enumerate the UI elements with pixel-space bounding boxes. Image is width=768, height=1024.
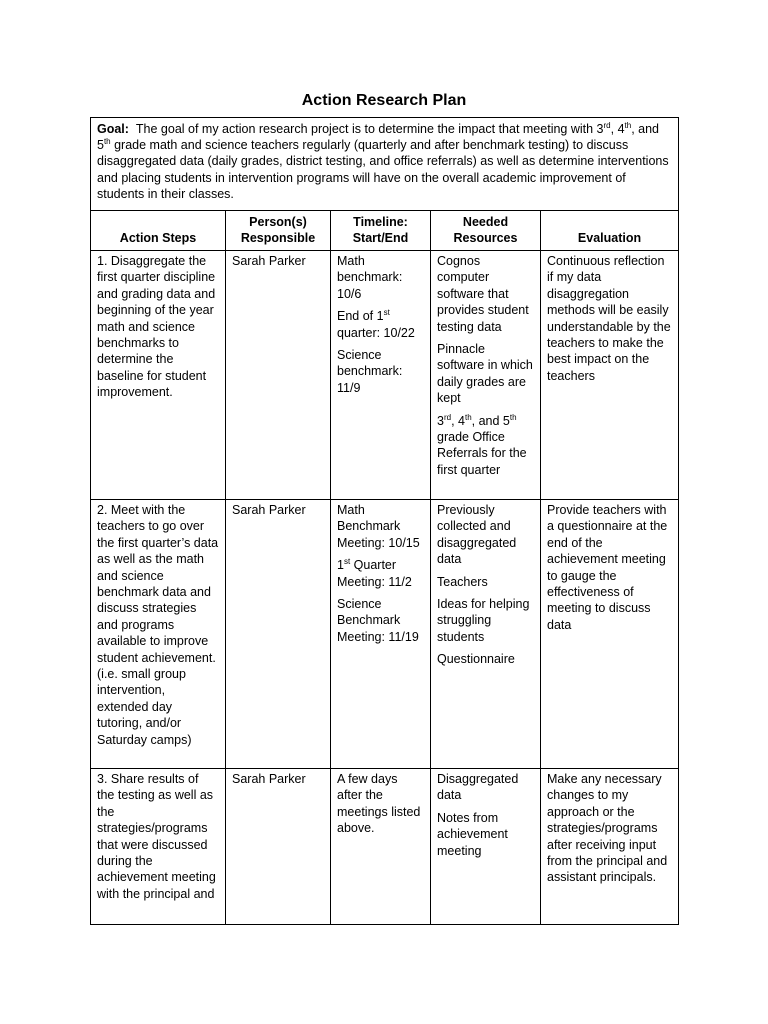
evaluation-cell: Continuous reflection if my data disaggregation methods will be easily understandable by the teachers to make the best impact on the teachers bbox=[541, 251, 679, 500]
cell-line: Teachers bbox=[437, 574, 488, 589]
table-row bbox=[91, 769, 679, 925]
evaluation-cell: Make any necessary changes to my approach or the strategies/programs after receiving input from the principal and assistant principals. bbox=[541, 769, 679, 925]
cell-line: Questionnaire bbox=[437, 652, 515, 667]
cell-line: Ideas for helping struggling students bbox=[437, 597, 530, 644]
cell-line: Math benchmark: 10/6 bbox=[337, 254, 403, 301]
goal-cell bbox=[91, 118, 679, 211]
header-action-steps: Action Steps bbox=[91, 211, 226, 251]
header-row bbox=[91, 211, 679, 251]
evaluation-cell: Provide teachers with a questionnaire at the end of the achievement meeting to gauge the effectiveness of meeting to discuss data bbox=[541, 500, 679, 769]
cell-line: End of 1st quarter: 10/22 bbox=[337, 308, 415, 340]
cell-line: Previously collected and disaggregated data bbox=[437, 503, 517, 567]
cell-line: Science Benchmark Meeting: 11/19 bbox=[337, 597, 419, 644]
table-row bbox=[91, 251, 679, 500]
resources-cell bbox=[431, 769, 541, 925]
cell-line: Cognos computer software that provides student testing data bbox=[437, 254, 529, 334]
person-cell: Sarah Parker bbox=[226, 500, 331, 769]
timeline-cell bbox=[331, 769, 431, 925]
action-step-cell: 2. Meet with the teachers to go over the first quarter’s data as well as the math and science benchmark data and discuss strategies and programs available to improve student achievement. (i.e. small group intervention, extended day tutoring, and/or Saturday camps) bbox=[91, 500, 226, 769]
cell-line: Notes from achievement meeting bbox=[437, 810, 508, 858]
header-timeline: Timeline: Start/End bbox=[331, 211, 431, 251]
cell-line: 3rd, 4th, and 5th grade Office Referrals for the first quarter bbox=[437, 412, 527, 477]
cell-line: Math Benchmark Meeting: 10/15 bbox=[337, 503, 420, 550]
header-persons: Person(s) Responsible bbox=[226, 211, 331, 251]
goal-label: Goal: bbox=[97, 122, 129, 136]
person-cell: Sarah Parker bbox=[226, 251, 331, 500]
timeline-cell bbox=[331, 251, 431, 500]
cell-line: A few days after the meetings listed above. bbox=[337, 772, 421, 836]
page-title: Action Research Plan bbox=[301, 92, 467, 109]
table-row bbox=[91, 500, 679, 769]
action-plan-table bbox=[90, 117, 679, 925]
cell-line: Science benchmark: 11/9 bbox=[337, 348, 403, 395]
header-evaluation: Evaluation bbox=[541, 211, 679, 251]
cell-line: Pinnacle software in which daily grades are kept bbox=[437, 342, 533, 406]
resources-cell bbox=[431, 251, 541, 500]
action-step-cell: 1. Disaggregate the first quarter discipline and grading data and beginning of the year math and science benchmarks to determine the baseline for student improvement. bbox=[91, 251, 226, 500]
goal-text: The goal of my action research project is to determine the impact that meeting with 3rd, 4th, and 5th grade math and science teachers regularly (quarterly and after benchmark testing) to discuss disaggregated data (daily grades, district testing, and office referrals) as well as determine interventions and placing students in intervention programs will have on the overall academic improvement of students in their classes. bbox=[97, 121, 669, 201]
header-resources: Needed Resources bbox=[431, 211, 541, 251]
cell-line: 1st Quarter Meeting: 11/2 bbox=[337, 557, 412, 589]
cell-line: Disaggregated data bbox=[437, 772, 519, 803]
resources-cell bbox=[431, 500, 541, 769]
action-step-cell: 3. Share results of the testing as well as the strategies/programs that were discussed during the achievement meeting with the principal and bbox=[91, 769, 226, 925]
person-cell: Sarah Parker bbox=[226, 769, 331, 925]
timeline-cell bbox=[331, 500, 431, 769]
